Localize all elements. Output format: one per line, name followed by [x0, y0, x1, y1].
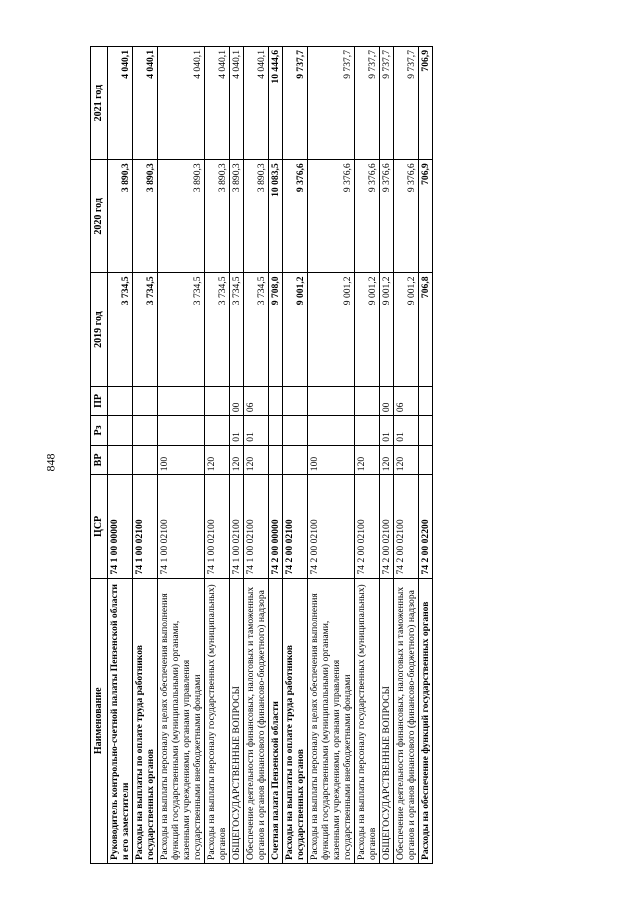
cell-y2020: 9 376,6	[355, 160, 380, 273]
cell-vr	[282, 445, 307, 475]
cell-y2021: 4 040,1	[157, 47, 204, 160]
cell-y2021: 9 737,7	[282, 47, 307, 160]
cell-vr: 120	[204, 445, 229, 475]
cell-vr: 120	[394, 445, 419, 475]
cell-pr	[268, 386, 282, 416]
cell-y2019: 3 734,5	[229, 273, 243, 386]
cell-y2021: 9 737,7	[394, 47, 419, 160]
cell-name: Расходы на выплаты персоналу государственных (муниципальных) органов	[355, 578, 380, 863]
cell-rz: 01	[243, 416, 268, 446]
cell-name: ОБЩЕГОСУДАРСТВЕННЫЕ ВОПРОСЫ	[380, 578, 394, 863]
table-row	[157, 47, 204, 864]
cell-csr: 74 2 00 02100	[380, 475, 394, 578]
cell-vr: 120	[243, 445, 268, 475]
cell-y2019: 3 734,5	[107, 273, 132, 386]
cell-y2020: 3 890,3	[107, 160, 132, 273]
cell-y2019: 9 708,0	[268, 273, 282, 386]
table-row	[308, 47, 355, 864]
cell-name: Расходы на выплаты персоналу государственных (муниципальных) органов	[204, 578, 229, 863]
cell-y2021: 10 444,6	[268, 47, 282, 160]
cell-rz	[282, 416, 307, 446]
cell-y2019: 706,8	[419, 273, 433, 386]
cell-csr: 74 1 00 02100	[157, 475, 204, 578]
cell-rz	[355, 416, 380, 446]
cell-name: Расходы на выплаты по оплате труда работников государственных органов	[132, 578, 157, 863]
cell-vr	[107, 445, 132, 475]
header-2020: 2020 год	[91, 160, 108, 273]
cell-y2021: 9 737,7	[308, 47, 355, 160]
table-row	[107, 47, 132, 864]
cell-y2019: 3 734,5	[204, 273, 229, 386]
cell-vr: 120	[380, 445, 394, 475]
cell-rz	[157, 416, 204, 446]
cell-csr: 74 2 00 02100	[394, 475, 419, 578]
table-row	[229, 47, 243, 864]
cell-y2021: 4 040,1	[229, 47, 243, 160]
cell-y2020: 3 890,3	[243, 160, 268, 273]
cell-name: Расходы на выплаты персоналу в целях обеспечения выполнения функций государственными (муниципальными) органами, казенными учреждениями, органами управления государственными внебюджетными фондами	[157, 578, 204, 863]
cell-pr	[355, 386, 380, 416]
cell-y2021: 4 040,1	[204, 47, 229, 160]
table-row	[282, 47, 307, 864]
header-2021: 2021 год	[91, 47, 108, 160]
cell-rz	[419, 416, 433, 446]
cell-name: Расходы на выплаты персоналу в целях обеспечения выполнения функций государственными (муниципальными) органами, казенными учреждениями, органами управления государственными внебюджетными фондами	[308, 578, 355, 863]
cell-pr	[107, 386, 132, 416]
cell-y2020: 706,9	[419, 160, 433, 273]
table-body	[107, 47, 433, 864]
cell-csr: 74 2 00 02100	[355, 475, 380, 578]
header-rz: Рз	[91, 416, 108, 446]
cell-y2021: 4 040,1	[107, 47, 132, 160]
cell-y2020: 3 890,3	[132, 160, 157, 273]
cell-csr: 74 1 00 02100	[243, 475, 268, 578]
cell-y2019: 9 001,2	[355, 273, 380, 386]
cell-pr: 00	[229, 386, 243, 416]
cell-name: Обеспечение деятельности финансовых, налоговых и таможенных органов и органов финансового (финансово-бюджетного) надзора	[394, 578, 419, 863]
table-row	[132, 47, 157, 864]
cell-pr	[204, 386, 229, 416]
cell-vr	[132, 445, 157, 475]
table-row	[268, 47, 282, 864]
cell-name: Счетная палата Пензенской области	[268, 578, 282, 863]
cell-csr: 74 2 00 02200	[419, 475, 433, 578]
cell-csr: 74 2 00 02100	[282, 475, 307, 578]
table-row	[204, 47, 229, 864]
cell-name: Руководитель контрольно-счетной палаты Пензенской области и его заместители	[107, 578, 132, 863]
rotated-page	[90, 46, 540, 864]
table-row	[380, 47, 394, 864]
budget-table	[90, 46, 433, 864]
cell-vr: 120	[355, 445, 380, 475]
cell-y2020: 9 376,6	[380, 160, 394, 273]
page-number: 848	[43, 453, 58, 472]
cell-name: ОБЩЕГОСУДАРСТВЕННЫЕ ВОПРОСЫ	[229, 578, 243, 863]
cell-csr: 74 2 00 02100	[308, 475, 355, 578]
cell-pr: 06	[243, 386, 268, 416]
cell-vr: 100	[308, 445, 355, 475]
cell-pr: 00	[380, 386, 394, 416]
header-name: Наименование	[91, 578, 108, 863]
cell-y2020: 3 890,3	[229, 160, 243, 273]
table-row	[394, 47, 419, 864]
cell-rz	[268, 416, 282, 446]
cell-csr: 74 1 00 02100	[229, 475, 243, 578]
cell-pr	[419, 386, 433, 416]
cell-csr: 74 1 00 02100	[204, 475, 229, 578]
cell-y2021: 4 040,1	[243, 47, 268, 160]
cell-y2020: 10 083,5	[268, 160, 282, 273]
cell-y2021: 4 040,1	[132, 47, 157, 160]
cell-y2021: 9 737,7	[355, 47, 380, 160]
cell-y2021: 9 737,7	[380, 47, 394, 160]
cell-pr: 06	[394, 386, 419, 416]
cell-csr: 74 1 00 00000	[107, 475, 132, 578]
cell-y2019: 3 734,5	[132, 273, 157, 386]
table-row	[419, 47, 433, 864]
cell-name: Расходы на обеспечение функций государственных органов	[419, 578, 433, 863]
table-row	[243, 47, 268, 864]
cell-y2020: 9 376,6	[282, 160, 307, 273]
cell-y2019: 3 734,5	[243, 273, 268, 386]
cell-y2020: 3 890,3	[157, 160, 204, 273]
cell-rz: 01	[394, 416, 419, 446]
cell-rz	[132, 416, 157, 446]
cell-y2020: 9 376,6	[394, 160, 419, 273]
cell-rz: 01	[229, 416, 243, 446]
cell-rz: 01	[380, 416, 394, 446]
cell-name: Расходы на выплаты по оплате труда работников государственных органов	[282, 578, 307, 863]
cell-y2019: 3 734,5	[157, 273, 204, 386]
cell-y2020: 3 890,3	[204, 160, 229, 273]
cell-y2019: 9 001,2	[282, 273, 307, 386]
cell-pr	[132, 386, 157, 416]
cell-vr	[268, 445, 282, 475]
page-number-wrap	[40, 0, 60, 905]
cell-rz	[204, 416, 229, 446]
cell-pr	[308, 386, 355, 416]
cell-rz	[308, 416, 355, 446]
cell-pr	[282, 386, 307, 416]
header-vr: ВР	[91, 445, 108, 475]
cell-y2020: 9 376,6	[308, 160, 355, 273]
header-csr: ЦСР	[91, 475, 108, 578]
cell-vr	[419, 445, 433, 475]
cell-csr: 74 2 00 00000	[268, 475, 282, 578]
cell-y2019: 9 001,2	[380, 273, 394, 386]
cell-pr	[157, 386, 204, 416]
table-header-row	[91, 47, 108, 864]
cell-y2019: 9 001,2	[394, 273, 419, 386]
header-2019: 2019 год	[91, 273, 108, 386]
cell-y2021: 706,9	[419, 47, 433, 160]
cell-rz	[107, 416, 132, 446]
cell-vr: 100	[157, 445, 204, 475]
cell-name: Обеспечение деятельности финансовых, налоговых и таможенных органов и органов финансового (финансово-бюджетного) надзора	[243, 578, 268, 863]
cell-vr: 120	[229, 445, 243, 475]
table-row	[355, 47, 380, 864]
header-pr: ПР	[91, 386, 108, 416]
cell-y2019: 9 001,2	[308, 273, 355, 386]
cell-csr: 74 1 00 02100	[132, 475, 157, 578]
